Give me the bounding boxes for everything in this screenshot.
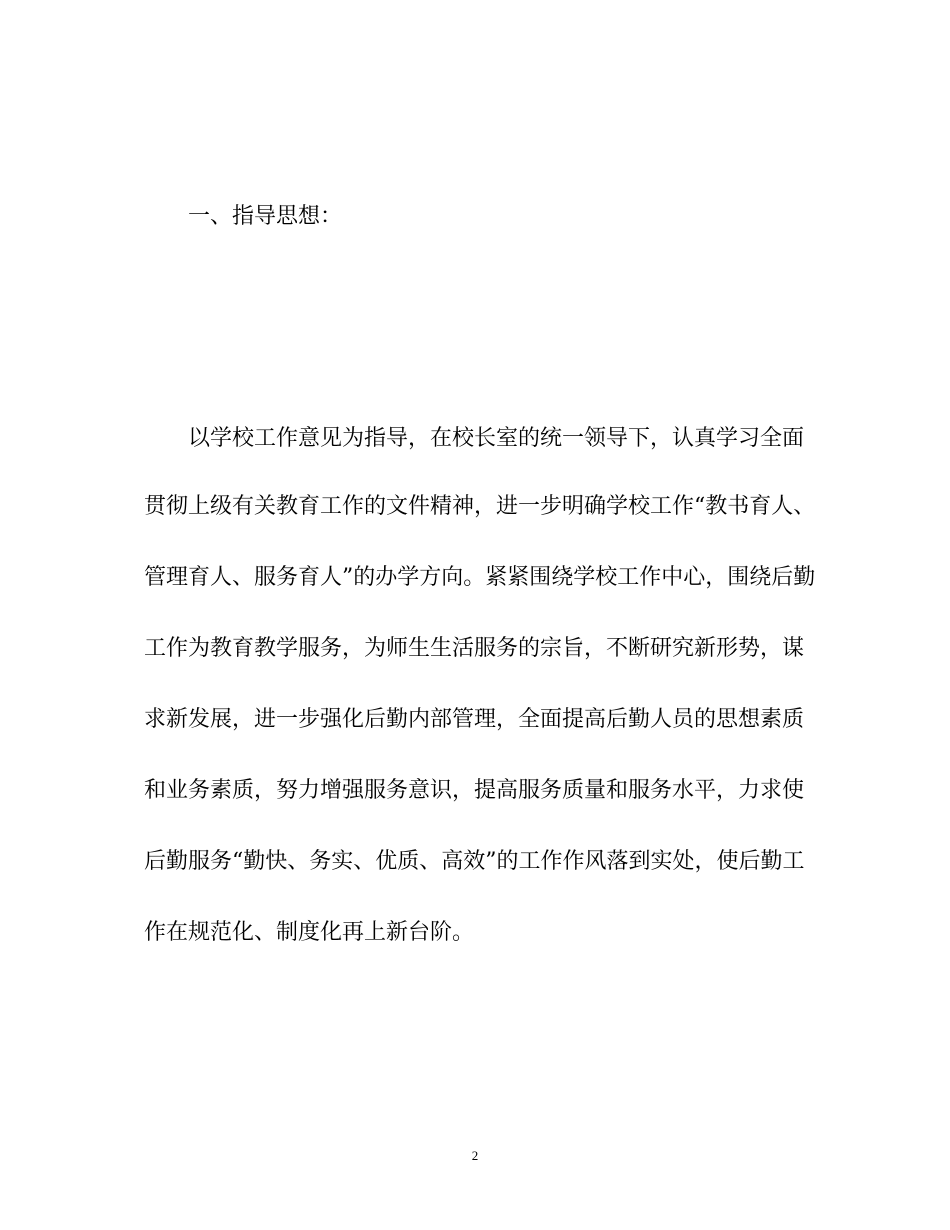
paragraph-line-1: 以学校工作意见为指导，在校长室的统一领导下，认真学习全面 [188,426,805,451]
paragraph-line-6: 和业务素质，努力增强服务意识，提高服务质量和服务水平，力求使 [144,778,805,803]
paragraph-line-4: 工作为教育教学服务，为师生生活服务的宗旨，不断研究新形势，谋 [144,636,805,661]
paragraph-line-5: 求新发展，进一步强化后勤内部管理，全面提高后勤人员的思想素质 [144,707,805,732]
paragraph-line-2: 贯彻上级有关教育工作的文件精神，进一步明确学校工作“教书育人、 [144,494,816,519]
page-number: 2 [471,1148,479,1163]
section-heading: 一、指导思想： [188,204,343,229]
paragraph-line-3: 管理育人、服务育人”的办学方向。紧紧围绕学校工作中心，围绕后勤 [144,565,816,590]
paragraph-line-7: 后勤服务“勤快、务实、优质、高效”的工作作风落到实处，使后勤工 [144,849,805,874]
paragraph-line-8: 作在规范化、制度化再上新台阶。 [144,920,475,945]
